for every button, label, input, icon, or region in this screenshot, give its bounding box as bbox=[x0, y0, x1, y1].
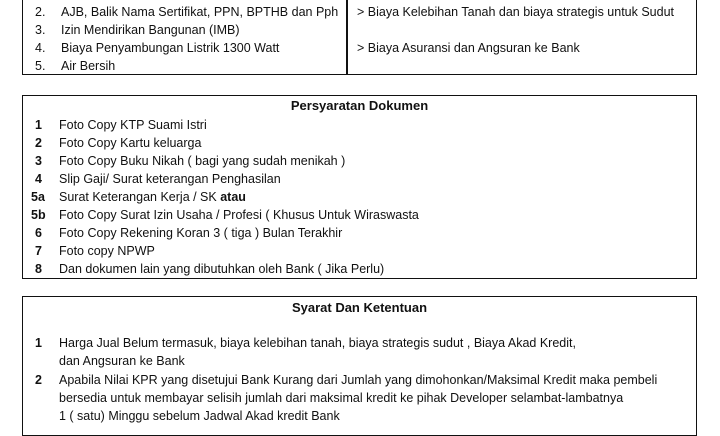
doc-num-8: 8 bbox=[35, 262, 42, 276]
doc-item-6: Foto Copy Rekening Koran 3 ( tiga ) Bulan Terakhir bbox=[59, 226, 343, 240]
top-left-item-1: AJB, Balik Nama Sertifikat, PPN, BPTHB dan Pph bbox=[61, 5, 339, 19]
terms-title: Syarat Dan Ketentuan bbox=[291, 300, 428, 315]
terms-item-1-line-1: Harga Jual Belum termasuk, biaya kelebihan tanah, biaya strategis sudut , Biaya Akad Kredit, bbox=[59, 336, 576, 350]
doc-item-5a-atau: atau bbox=[220, 190, 246, 204]
top-right-item-1: > Biaya Kelebihan Tanah dan biaya strategis untuk Sudut bbox=[357, 5, 675, 19]
doc-num-5a: 5a bbox=[31, 190, 45, 204]
doc-item-5b: Foto Copy Surat Izin Usaha / Profesi ( Khusus Untuk Wiraswasta bbox=[59, 208, 419, 222]
document-requirements-box bbox=[22, 95, 697, 279]
doc-item-5a-text: Surat Keterangan Kerja / SK bbox=[59, 190, 221, 204]
top-right-item-2: > Biaya Asuransi dan Angsuran ke Bank bbox=[357, 41, 580, 55]
doc-item-4: Slip Gaji/ Surat keterangan Penghasilan bbox=[59, 172, 281, 186]
top-left-num-1: 2. bbox=[35, 5, 46, 19]
top-left-item-4: Air Bersih bbox=[61, 59, 116, 73]
terms-item-2-line-1: Apabila Nilai KPR yang disetujui Bank Kurang dari Jumlah yang dimohonkan/Maksimal Kredit maka pembeli bbox=[59, 373, 658, 387]
top-left-num-3: 4. bbox=[35, 41, 46, 55]
doc-num-3: 3 bbox=[35, 154, 42, 168]
doc-item-5a bbox=[59, 189, 246, 205]
doc-item-3: Foto Copy Buku Nikah ( bagi yang sudah menikah ) bbox=[59, 154, 346, 168]
terms-item-1-line-2: dan Angsuran ke Bank bbox=[59, 354, 185, 368]
doc-item-7: Foto copy NPWP bbox=[59, 244, 155, 258]
doc-item-8: Dan dokumen lain yang dibutuhkan oleh Bank ( Jika Perlu) bbox=[59, 262, 385, 276]
document-requirements-title: Persyaratan Dokumen bbox=[290, 98, 429, 113]
top-left-item-2: Izin Mendirikan Bangunan (IMB) bbox=[61, 23, 240, 37]
top-costs-box bbox=[22, 0, 697, 75]
terms-num-2: 2 bbox=[35, 373, 42, 387]
doc-item-1: Foto Copy KTP Suami Istri bbox=[59, 118, 207, 132]
top-box-divider bbox=[346, 0, 348, 74]
doc-num-4: 4 bbox=[35, 172, 42, 186]
top-left-num-2: 3. bbox=[35, 23, 46, 37]
terms-num-1: 1 bbox=[35, 336, 42, 350]
doc-num-5b: 5b bbox=[31, 208, 46, 222]
terms-item-2-line-2: bersedia untuk membayar selisih jumlah dari maksimal kredit ke pihak Developer selambat-lambatnya bbox=[59, 391, 624, 405]
terms-item-2-line-3: 1 ( satu) Minggu sebelum Jadwal Akad kredit Bank bbox=[59, 409, 340, 423]
doc-num-1: 1 bbox=[35, 118, 42, 132]
doc-num-6: 6 bbox=[35, 226, 42, 240]
doc-item-2: Foto Copy Kartu keluarga bbox=[59, 136, 202, 150]
doc-num-2: 2 bbox=[35, 136, 42, 150]
doc-num-7: 7 bbox=[35, 244, 42, 258]
top-left-num-4: 5. bbox=[35, 59, 46, 73]
top-left-item-3: Biaya Penyambungan Listrik 1300 Watt bbox=[61, 41, 280, 55]
terms-box bbox=[22, 296, 697, 436]
